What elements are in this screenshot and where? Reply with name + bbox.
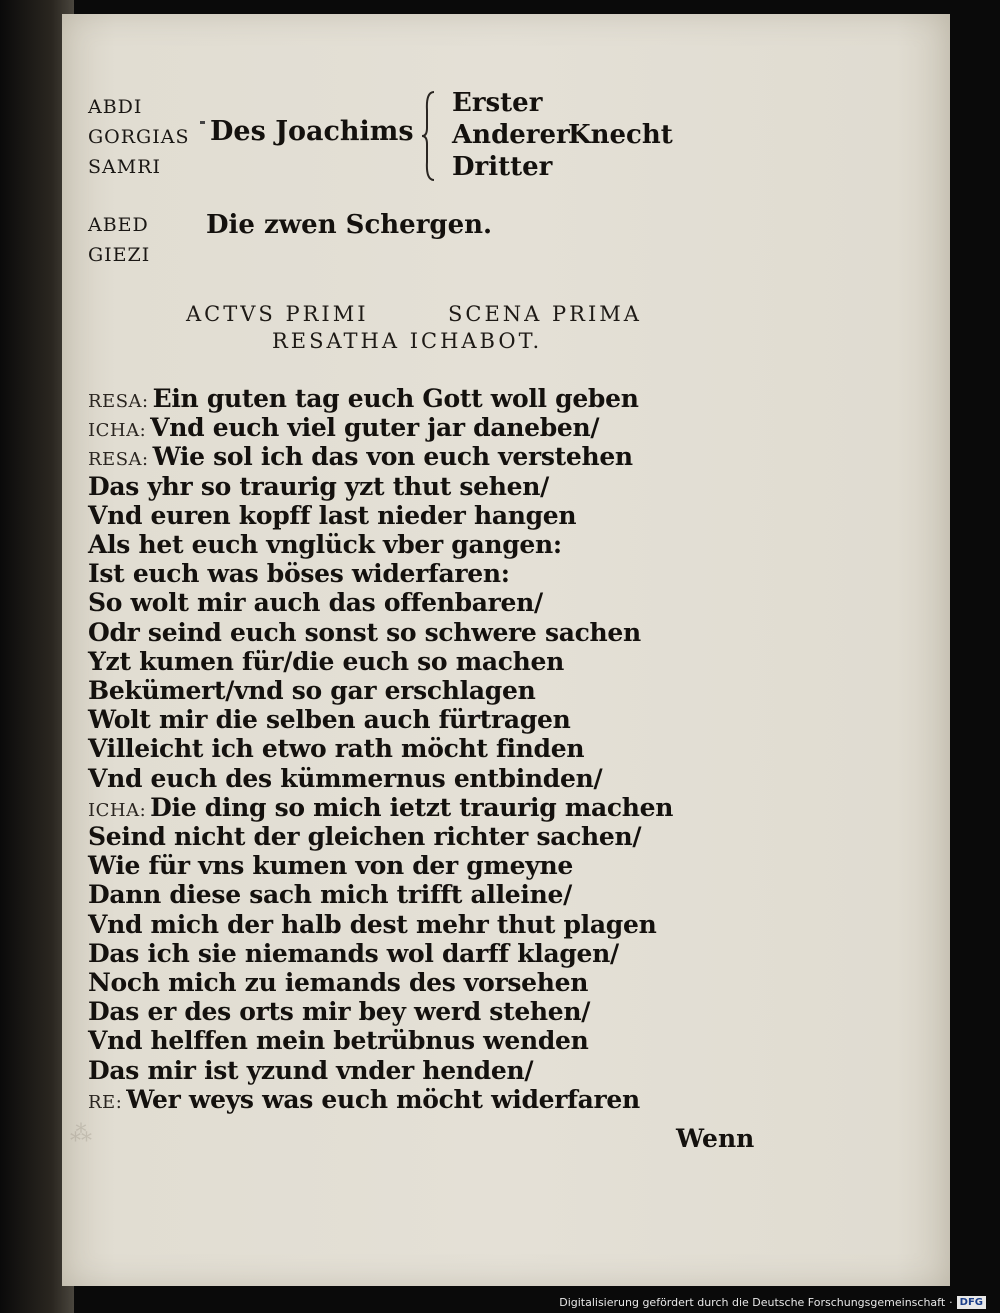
verse-line xyxy=(88,734,584,763)
verse-line xyxy=(88,968,588,997)
verse-text: Das yhr so traurig yzt thut sehen/ xyxy=(88,471,549,501)
verse-line xyxy=(88,1026,589,1055)
act-heading: ACTVS PRIMI xyxy=(186,302,369,326)
verse-text: Vnd euch viel guter jar daneben/ xyxy=(150,413,600,443)
speaker-label: RESA: xyxy=(88,449,149,471)
verse-text: Villeicht ich etwo rath möcht finden xyxy=(88,734,585,764)
verse-text: Wolt mir die selben auch fürtragen xyxy=(88,705,571,735)
verse-text: Noch mich zu iemands des vorsehen xyxy=(88,968,589,997)
verse-line xyxy=(88,442,633,471)
verse-line xyxy=(88,530,562,559)
verse-text: Vnd mich der halb dest mehr thut plagen xyxy=(88,909,657,939)
verse-line xyxy=(88,1085,640,1114)
verse-text: Das er des orts mir bey werd stehen/ xyxy=(88,997,591,1027)
verse-line xyxy=(88,1056,533,1085)
verse-line xyxy=(88,851,573,880)
verse-line xyxy=(88,880,572,909)
verse-line xyxy=(88,618,641,647)
verse-line xyxy=(88,939,619,968)
speaker-label: ICHA: xyxy=(88,420,147,442)
showthrough-bleed: ⁂ xyxy=(70,1122,92,1147)
scene-heading: SCENA PRIMA xyxy=(448,302,642,326)
footer-text: Digitalisierung gefördert durch die Deutsche Forschungsgemeinschaft xyxy=(559,1296,946,1309)
speaker-label: RE: xyxy=(88,1091,123,1113)
verse-text: Bekümert/vnd so gar erschlagen xyxy=(88,676,536,705)
verse-line xyxy=(88,472,549,501)
verse-line xyxy=(88,413,599,442)
verse-line xyxy=(88,764,602,793)
ordinal-first: Erster xyxy=(452,88,543,118)
dot-separator xyxy=(200,121,205,124)
footer-credit: Digitalisierung gefördert durch die Deutsche Forschungsgemeinschaft · DFG xyxy=(559,1296,986,1309)
ordinal-third: Dritter xyxy=(452,152,553,182)
left-brace-icon xyxy=(420,90,440,182)
verse-line xyxy=(88,647,564,676)
cast-name-abed: ABED xyxy=(88,214,149,236)
verse-text: Odr seind euch sonst so schwere sachen xyxy=(88,617,641,647)
catchword: Wenn xyxy=(676,1124,755,1153)
verse-line xyxy=(88,588,543,617)
cast-role-knecht: Knecht xyxy=(568,120,673,150)
ordinal-second: Anderer xyxy=(452,120,570,150)
cast-name-samri: SAMRI xyxy=(88,156,162,178)
verse-text: Ist euch was böses widerfaren: xyxy=(88,559,510,589)
cast-name-giezi: GIEZI xyxy=(88,244,151,266)
verse-text: Als het euch vnglück vber gangen: xyxy=(88,530,562,559)
verse-text: Das ich sie niemands wol darff klagen/ xyxy=(88,938,619,968)
verse-text: Die ding so mich ietzt traurig machen xyxy=(150,792,674,822)
verse-text: Seind nicht der gleichen richter sachen/ xyxy=(88,822,642,851)
verse-line xyxy=(88,559,510,588)
verse-text: Das mir ist yzund vnder henden/ xyxy=(88,1055,534,1085)
speaker-label: ICHA: xyxy=(88,799,147,821)
speaker-label: RESA: xyxy=(88,391,149,412)
verse-line xyxy=(88,501,576,530)
verse-text: Vnd helffen mein betrübnus wenden xyxy=(88,1026,589,1056)
scene-speakers: RESATHA ICHABOT. xyxy=(272,329,543,353)
verse-text: Yzt kumen für/die euch so machen xyxy=(88,646,565,676)
cast-name-abdi: ABDI xyxy=(88,96,143,118)
verse-text: Ein guten tag euch Gott woll geben xyxy=(152,384,639,413)
verse-text: Vnd euren kopff last nieder hangen xyxy=(88,500,577,530)
verse-line xyxy=(88,822,641,851)
verse-text: Wie sol ich das von euch verstehen xyxy=(152,442,633,472)
verse-line xyxy=(88,910,656,939)
verse-text: So wolt mir auch das offenbaren/ xyxy=(88,588,543,618)
verse-line xyxy=(88,997,590,1026)
verse-text: Vnd euch des kümmernus entbinden/ xyxy=(88,763,603,793)
verse-text: Dann diese sach mich trifft alleine/ xyxy=(88,880,572,910)
verse-line xyxy=(88,705,570,734)
cast-group-label: Des Joachims xyxy=(210,116,414,147)
verse-line xyxy=(88,793,673,822)
cast-group-label-2: Die zwen Schergen. xyxy=(206,210,493,240)
verse-line xyxy=(88,676,535,705)
verse-text: Wie für vns kumen von der gmeyne xyxy=(88,851,573,881)
verse-line xyxy=(88,384,639,413)
cast-name-gorgias: GORGIAS xyxy=(88,126,190,148)
dfg-logo: DFG xyxy=(957,1296,986,1309)
verse-text: Wer weys was euch möcht widerfaren xyxy=(126,1084,640,1114)
